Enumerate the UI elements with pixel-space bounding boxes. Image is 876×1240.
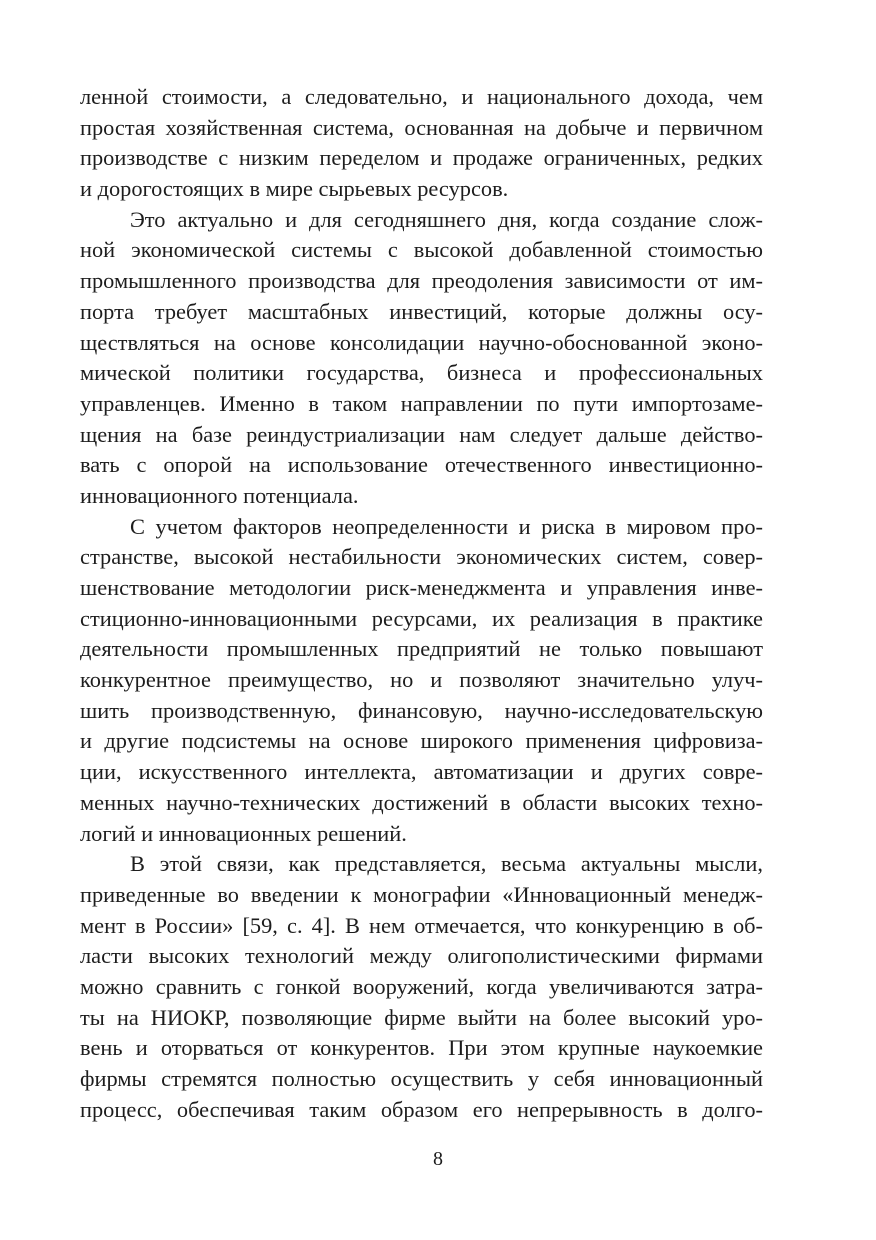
body-text xyxy=(80,82,763,1125)
text-line: деятельности промышленных предприятий не только повышают xyxy=(80,636,763,662)
text-line: шить производственную, финансовую, научно-исследовательскую xyxy=(80,697,763,723)
paragraph-4 xyxy=(80,849,763,1125)
text-line: ществляться на основе консолидации научно-обоснованной эконо- xyxy=(80,329,763,355)
page-number: 8 xyxy=(433,1148,443,1170)
text-line: можно сравнить с гонкой вооружений, когда увеличиваются затра- xyxy=(80,973,763,999)
text-line: мической политики государства, бизнеса и профессиональных xyxy=(80,360,763,386)
text-line: ласти высоких технологий между олигополистическими фирмами xyxy=(80,943,763,969)
paragraph-1 xyxy=(80,82,763,205)
text-line: ции, искусственного интеллекта, автоматизации и других совре- xyxy=(80,759,763,785)
text-line: простая хозяйственная система, основанная на добыче и первичном xyxy=(80,114,763,140)
paragraph-3 xyxy=(80,512,763,850)
text-line: приведенные во введении к монографии «Инновационный менедж- xyxy=(80,881,763,907)
text-line: порта требует масштабных инвестиций, которые должны осу- xyxy=(80,298,763,324)
text-line: промышленного производства для преодоления зависимости от им- xyxy=(80,268,763,294)
text-line: шенствование методологии риск-менеджмента и управления инве- xyxy=(80,575,763,600)
text-line: процесс, обеспечивая таким образом его непрерывность в долго- xyxy=(80,1096,763,1122)
text-line: Это актуально и для сегодняшнего дня, когда создание слож- xyxy=(130,206,763,232)
text-line: и дорогостоящих в мире сырьевых ресурсов. xyxy=(80,176,509,202)
text-line: С учетом факторов неопределенности и риска в мировом про- xyxy=(130,513,763,539)
text-line: мент в России» [59, с. 4]. В нем отмечается, что конкуренцию в об- xyxy=(80,912,763,938)
text-line: конкурентное преимущество, но и позволяют значительно улуч- xyxy=(80,667,763,693)
text-line: вень и оторваться от конкурентов. При этом крупные наукоемкие xyxy=(80,1035,763,1061)
text-line: ной экономической системы с высокой добавленной стоимостью xyxy=(80,237,763,263)
text-line: В этой связи, как представляется, весьма актуальны мысли, xyxy=(130,851,763,877)
text-line: ты на НИОКР, позволяющие фирме выйти на более высокий уро- xyxy=(80,1004,763,1030)
text-line: ленной стоимости, а следовательно, и национального дохода, чем xyxy=(80,84,763,109)
text-line: менных научно-технических достижений в области высоких техно- xyxy=(80,789,763,815)
paragraph-2 xyxy=(80,205,763,512)
text-line: вать с опорой на использование отечественного инвестиционно- xyxy=(80,452,763,478)
text-line: инновационного потенциала. xyxy=(80,482,359,508)
text-line: щения на базе реиндустриализации нам следует дальше действо- xyxy=(80,421,763,447)
text-line: стиционно-инновационными ресурсами, их реализация в практике xyxy=(80,605,763,631)
text-line: фирмы стремятся полностью осуществить у себя инновационный xyxy=(80,1066,763,1091)
text-line: управленцев. Именно в таком направлении по пути импортозаме- xyxy=(80,390,763,416)
text-line: странстве, высокой нестабильности экономических систем, совер- xyxy=(80,544,763,570)
text-line: и другие подсистемы на основе широкого применения цифровиза- xyxy=(80,728,763,754)
text-line: производстве с низким переделом и продаже ограниченных, редких xyxy=(80,145,763,171)
text-line: логий и инновационных решений. xyxy=(80,820,407,846)
